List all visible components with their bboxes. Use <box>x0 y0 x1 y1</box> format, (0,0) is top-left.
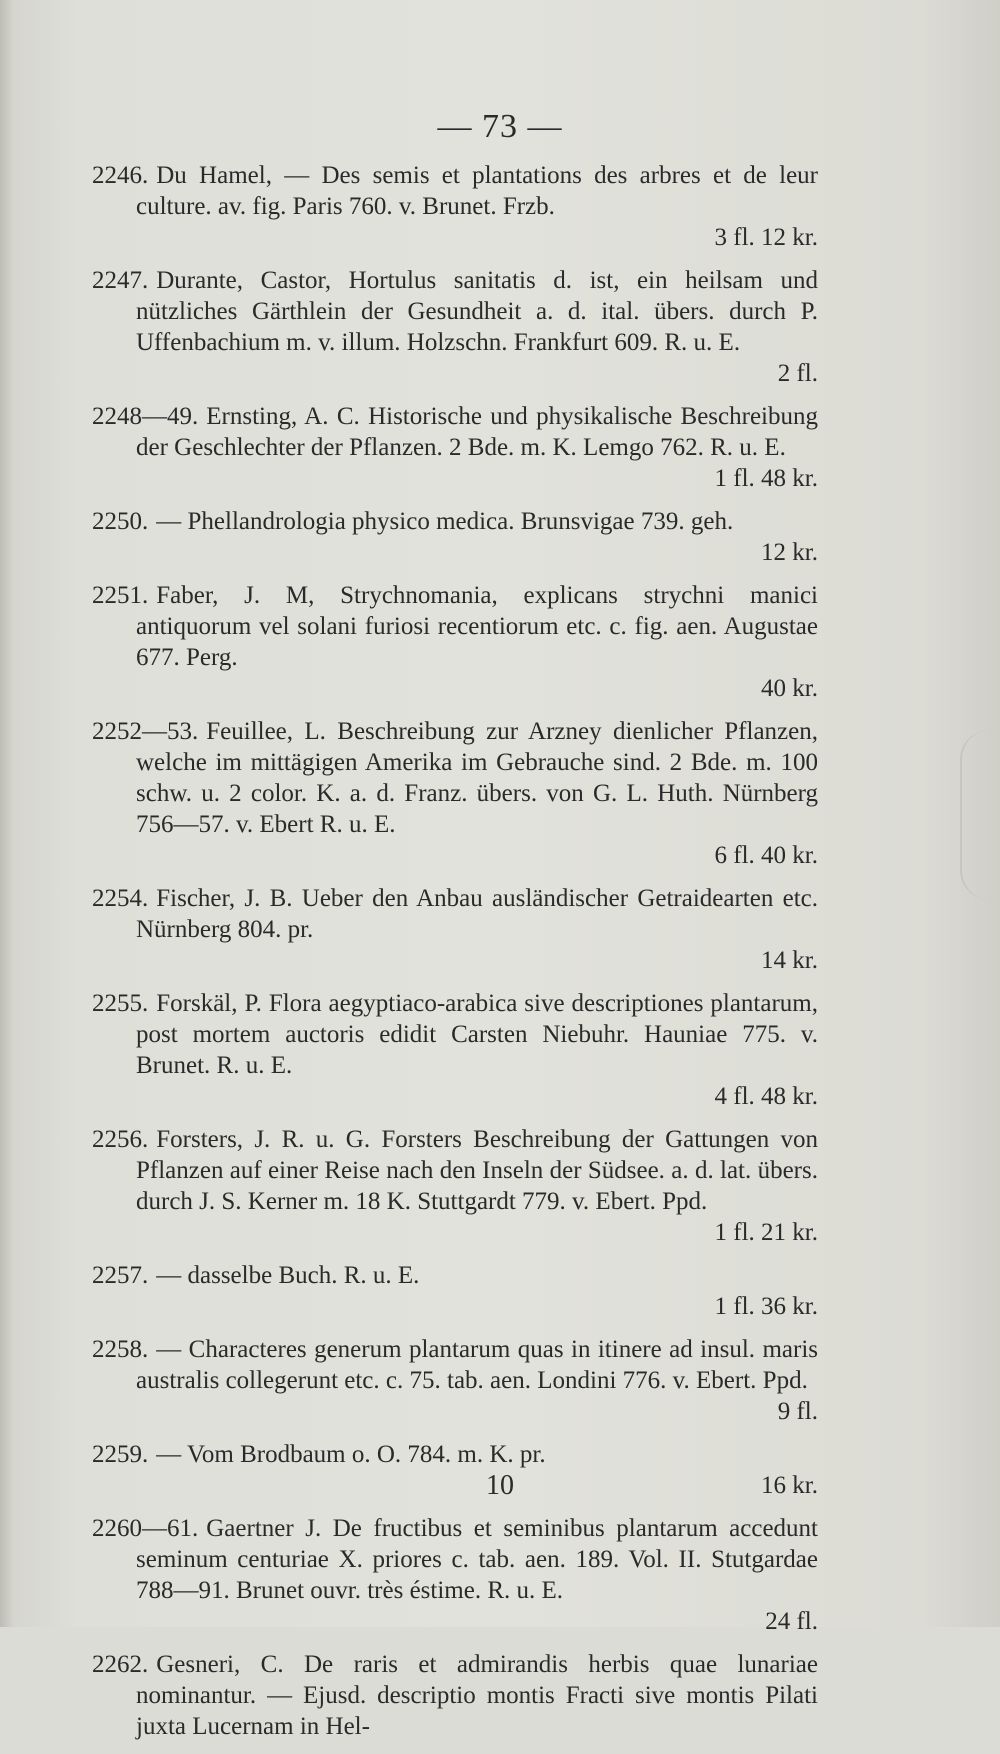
entry-text: Forsters, J. R. u. G. Forsters Beschreibung der Gattungen von Pflanzen auf einer Reise nach den Inseln der Südsee. a. d. lat. übers. durch J. S. Kerner m. 18 K. Stuttgardt 779. v. Ebert. Ppd. <box>136 1126 818 1215</box>
catalog-entry <box>92 401 818 494</box>
entry-number: 2258. <box>92 1336 149 1363</box>
catalog-entry <box>92 1513 818 1637</box>
entry-number: 2252—53. <box>92 718 199 745</box>
catalog-entry <box>92 580 818 704</box>
signature-mark: 10 <box>486 1470 514 1501</box>
entry-text: — Characteres generum plantarum quas in itinere ad insul. maris australis collegerunt etc. c. 75. tab. aen. Londini 776. v. Ebert. Ppd. <box>136 1336 818 1394</box>
entry-text: Gesneri, C. De raris et admirandis herbis quae lunariae nominantur. — Ejusd. descriptio montis Fracti sive montis Pilati juxta Lucernam in Hel- <box>136 1651 818 1740</box>
entry-number: 2246. <box>92 162 149 189</box>
entry-price: 1 fl. 36 kr. <box>714 1293 818 1320</box>
entry-number: 2260—61. <box>92 1515 199 1542</box>
entry-number: 2256. <box>92 1126 149 1153</box>
entry-number: 2251. <box>92 582 149 609</box>
catalog-entry <box>92 883 818 976</box>
entry-number: 2257. <box>92 1262 149 1289</box>
entry-text: — Phellandrologia physico medica. Brunsvigae 739. geh. <box>156 508 734 535</box>
catalog-entry <box>92 265 818 389</box>
entry-price: 9 fl. <box>777 1398 818 1425</box>
entry-text: Forskäl, P. Flora aegyptiaco-arabica sive descriptiones plantarum, post mortem auctoris edidit Carsten Niebuhr. Hauniae 775. v. Brunet. R. u. E. <box>136 990 818 1079</box>
entry-number: 2255. <box>92 990 149 1017</box>
entry-price: 6 fl. 40 kr. <box>714 842 818 869</box>
catalog-entry <box>92 988 818 1112</box>
catalog-entry <box>92 1334 818 1427</box>
catalog-entries <box>92 160 818 1754</box>
entry-price: 12 kr. <box>761 539 818 566</box>
catalog-entry <box>92 716 818 871</box>
entry-price: 1 fl. 21 kr. <box>714 1219 818 1246</box>
entry-price: 3 fl. 12 kr. <box>714 224 818 251</box>
entry-text: Durante, Castor, Hortulus sanitatis d. ist, ein heilsam und nützliches Gärthlein der Gesundheit a. d. ital. übers. durch P. Uffenbachium m. v. illum. Holzschn. Frankfurt 609. R. u. E. <box>136 267 818 356</box>
entry-number: 2247. <box>92 267 149 294</box>
catalog-entry <box>92 1260 818 1322</box>
catalog-entry <box>92 1124 818 1248</box>
entry-price: 4 fl. 48 kr. <box>714 1083 818 1110</box>
catalog-entry <box>92 506 818 568</box>
catalog-entry <box>92 1649 818 1742</box>
entry-number: 2250. <box>92 508 149 535</box>
entry-price: 14 kr. <box>761 947 818 974</box>
entry-text: Gaertner J. De fructibus et seminibus plantarum accedunt seminum centuriae X. priores c. tab. aen. 189. Vol. II. Stutgardae 788—91. Brunet ouvr. très éstime. R. u. E. <box>136 1515 818 1604</box>
entry-number: 2254. <box>92 885 149 912</box>
entry-number: 2248—49. <box>92 403 199 430</box>
entry-text: — dasselbe Buch. R. u. E. <box>156 1262 420 1289</box>
page-fold-shadow <box>960 730 1000 900</box>
page-edge <box>0 0 14 1627</box>
entry-text: Feuillee, L. Beschreibung zur Arzney dienlicher Pflanzen, welche im mittägigen Amerika im Gebrauche sind. 2 Bde. m. 100 schw. u. 2 color. K. a. d. Franz. übers. von G. L. Huth. Nürnberg 756—57. v. Ebert R. u. E. <box>136 718 818 838</box>
entry-number: 2262. <box>92 1651 149 1678</box>
entry-price: 2 fl. <box>777 360 818 387</box>
entry-text: Faber, J. M, Strychnomania, explicans strychni manici antiquorum vel solani furiosi recentiorum etc. c. fig. aen. Augustae 677. Perg. <box>136 582 818 671</box>
entry-text: — Vom Brodbaum o. O. 784. m. K. pr. <box>156 1441 546 1468</box>
entry-text: Fischer, J. B. Ueber den Anbau ausländischer Getraidearten etc. Nürnberg 804. pr. <box>136 885 818 943</box>
entry-text: Ernsting, A. C. Historische und physikalische Beschreibung der Geschlechter der Pflanzen. 2 Bde. m. K. Lemgo 762. R. u. E. <box>136 403 818 461</box>
entry-price: 16 kr. <box>761 1472 818 1499</box>
entry-text: Du Hamel, — Des semis et plantations des arbres et de leur culture. av. fig. Paris 760. v. Brunet. Frzb. <box>136 162 818 220</box>
entry-price: 24 fl. <box>765 1608 818 1635</box>
page-number: — 73 — <box>437 108 563 145</box>
entry-number: 2259. <box>92 1441 149 1468</box>
entry-price: 1 fl. 48 kr. <box>714 465 818 492</box>
entry-price: 40 kr. <box>761 675 818 702</box>
catalog-entry <box>92 160 818 253</box>
